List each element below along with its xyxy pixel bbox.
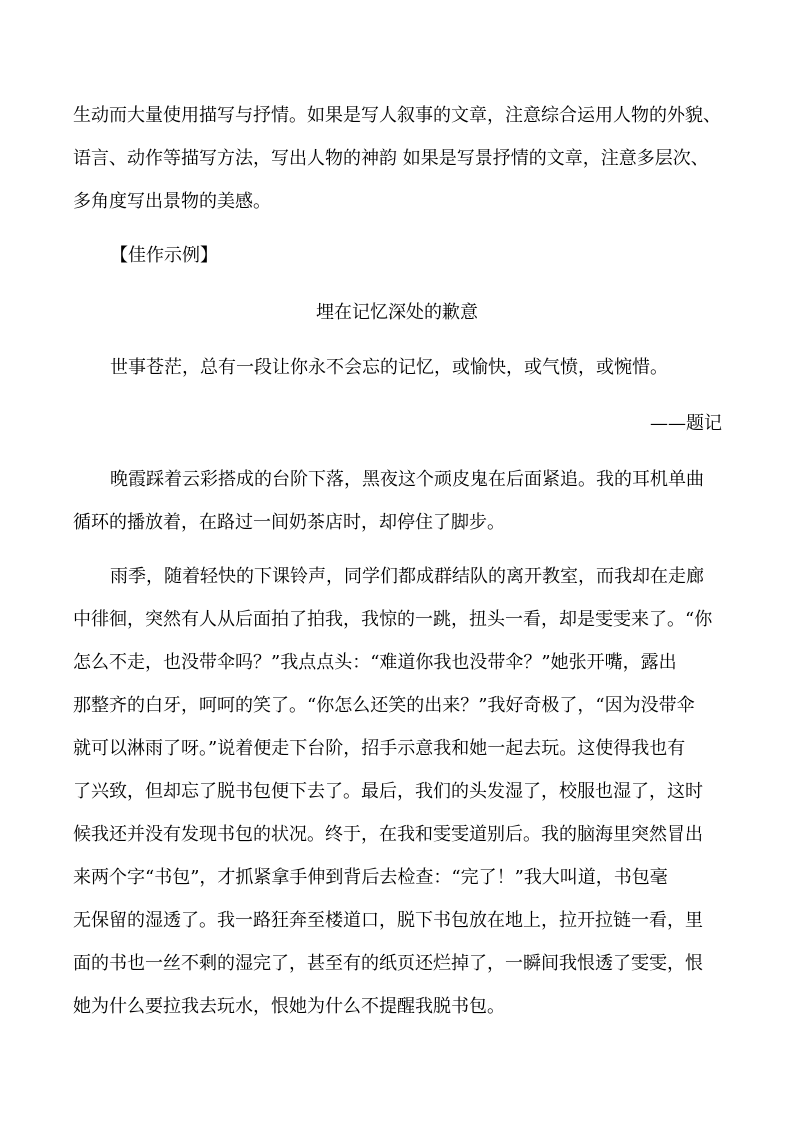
- paragraph-line: 晚霞踩着云彩搭成的台阶下落，黑夜这个顽皮鬼在后面紧追。我的耳机单曲: [110, 469, 704, 490]
- paragraph-line: 循环的播放着，在路过一间奶茶店时，却停住了脚步。: [73, 512, 505, 533]
- essay-title: 埋在记忆深处的歉意: [316, 302, 478, 323]
- epigraph-text: 世事苍茫，总有一段让你永不会忘的记忆，或愉快，或气愤，或惋惜。: [110, 357, 668, 378]
- paragraph-line: 候我还并没有发现书包的状况。终于，在我和雯雯道别后。我的脑海里突然冒出: [73, 824, 703, 845]
- paragraph-line: 无保留的湿透了。我一路狂奔至楼道口，脱下书包放在地上，拉开拉链一看，里: [73, 910, 703, 931]
- paragraph-line: 她为什么要拉我去玩水，恨她为什么不提醒我脱书包。: [73, 996, 505, 1017]
- paragraph-line: 来两个字“书包”，才抓紧拿手伸到背后去检查：“完了！”我大叫道，书包毫: [73, 867, 668, 888]
- paragraph-line: 雨季，随着轻快的下课铃声，同学们都成群结队的离开教室，而我却在走廊: [110, 566, 704, 587]
- paragraph-line: 怎么不走，也没带伞吗？”我点点头：“难道你我也没带伞？”她张开嘴，露出: [73, 652, 677, 673]
- paragraph-line: 中徘徊，突然有人从后面拍了拍我，我惊的一跳，扭头一看，却是雯雯来了。“你: [73, 609, 713, 630]
- paragraph-line: 那整齐的白牙，呵呵的笑了。“你怎么还笑的出来？”我好奇极了，“因为没带伞: [73, 695, 695, 716]
- intro-line: 生动而大量使用描写与抒情。如果是写人叙事的文章，注意综合运用人物的外貌、: [73, 105, 721, 126]
- paragraph-line: 了兴致，但却忘了脱书包便下去了。最后，我们的头发湿了，校服也湿了，这时: [73, 781, 703, 802]
- paragraph-line: 就可以淋雨了呀。”说着便走下台阶，招手示意我和她一起去玩。这使得我也有: [73, 738, 686, 759]
- section-heading: 【佳作示例】: [110, 245, 218, 266]
- paragraph-line: 面的书也一丝不剩的湿完了，甚至有的纸页还烂掉了，一瞬间我恨透了雯雯，恨: [73, 953, 703, 974]
- intro-line: 语言、动作等描写方法，写出人物的神韵 如果是写景抒情的文章，注意多层次、: [73, 148, 709, 169]
- epigraph-attribution: ——题记: [650, 413, 722, 434]
- intro-line: 多角度写出景物的美感。: [73, 191, 271, 212]
